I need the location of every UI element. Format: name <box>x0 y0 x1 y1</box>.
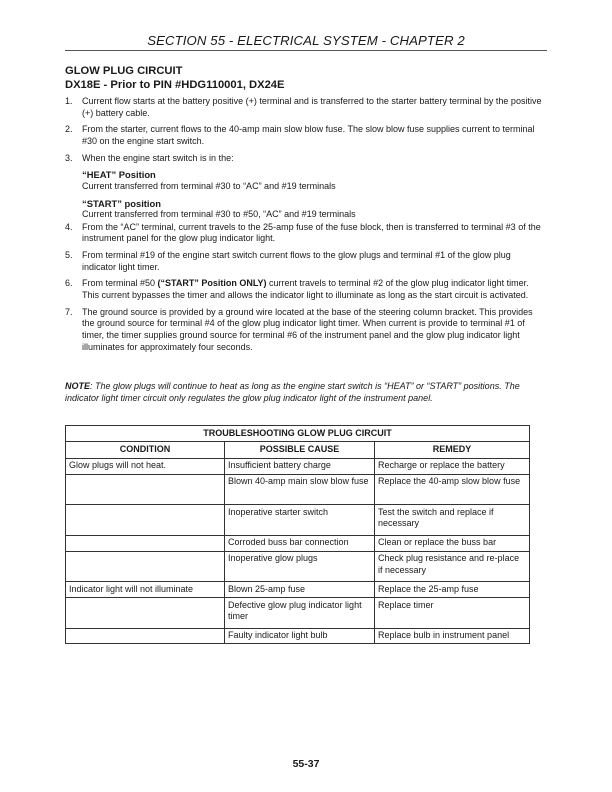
remedy-cell: Check plug resistance and re-place if necessary <box>375 551 530 582</box>
cause-cell: Blown 25-amp fuse <box>225 582 375 598</box>
condition-cell: Glow plugs will not heat. <box>66 458 225 474</box>
condition-cell <box>66 628 225 644</box>
step-item <box>65 307 547 353</box>
remedy-cell: Replace timer <box>375 598 530 629</box>
heading-title: GLOW PLUG CIRCUIT <box>65 65 183 77</box>
remedy-cell: Replace the 40-amp slow blow fuse <box>375 474 530 505</box>
cause-cell: Corroded buss bar connection <box>225 535 375 551</box>
step-text-bold: (“START” Position ONLY) <box>157 278 267 289</box>
cause-cell: Inoperative starter switch <box>225 505 375 536</box>
section-heading <box>65 65 285 92</box>
heat-position-text: Current transferred from terminal #30 to “AC” and #19 terminals <box>82 180 336 191</box>
cause-cell: Faulty indicator light bulb <box>225 628 375 644</box>
cause-cell: Blown 40-amp main slow blow fuse <box>225 474 375 505</box>
step-text: When the engine start switch is in the: <box>82 152 234 163</box>
remedy-cell: Replace the 25-amp fuse <box>375 582 530 598</box>
table-row <box>66 551 530 582</box>
condition-cell <box>66 551 225 582</box>
step-number: 3. <box>65 152 73 163</box>
step-text: Current flow starts at the battery positive (+) terminal and is transferred to the starter battery terminal by the positive (+) battery cable. <box>82 96 542 118</box>
step-item <box>65 96 547 119</box>
heading-subtitle: DX18E - Prior to PIN #HDG110001, DX24E <box>65 78 285 91</box>
step-text: From the “AC” terminal, current travels to the 25-amp fuse of the fuse block, then is transferred to terminal #3 of the instrument panel for the glow plug indicator light. <box>82 221 541 244</box>
cause-cell: Inoperative glow plugs <box>225 551 375 582</box>
step-text: From terminal #19 of the engine start switch current flows to the glow plugs and terminal #1 of the glow plug indicator light timer. <box>82 250 511 272</box>
start-position-title: “START” position <box>82 197 161 209</box>
condition-cell <box>66 505 225 536</box>
step-item <box>65 124 547 147</box>
column-header-cause: POSSIBLE CAUSE <box>225 442 375 458</box>
step-text-before: From terminal #50 <box>82 278 158 289</box>
step-number: 5. <box>65 250 73 261</box>
table-title: TROUBLESHOOTING GLOW PLUG CIRCUIT <box>66 426 530 442</box>
step-item <box>65 222 547 245</box>
remedy-cell: Replace bulb in instrument panel <box>375 628 530 644</box>
table-row <box>66 535 530 551</box>
heat-position-title: “HEAT” Position <box>82 169 156 181</box>
cause-cell: Insufficient battery charge <box>225 458 375 474</box>
note <box>65 381 547 404</box>
remedy-cell: Clean or replace the buss bar <box>375 535 530 551</box>
table-row <box>66 582 530 598</box>
step-number: 6. <box>65 278 73 289</box>
step-text: From the starter, current flows to the 40-amp main slow blow fuse. The slow blow fuse supplies current to terminal #30 on the engine start switch. <box>82 124 535 146</box>
step-item <box>65 250 547 273</box>
troubleshooting-table <box>65 425 530 644</box>
condition-cell <box>66 598 225 629</box>
table-row <box>66 598 530 629</box>
step-number: 2. <box>65 124 73 135</box>
remedy-cell: Recharge or replace the battery <box>375 458 530 474</box>
step-number: 4. <box>65 221 73 232</box>
step-item <box>65 278 547 301</box>
procedure-steps <box>65 96 547 358</box>
running-header: SECTION 55 - ELECTRICAL SYSTEM - CHAPTER 2 <box>147 33 465 48</box>
header-rule <box>65 50 547 51</box>
step-number: 1. <box>65 96 73 106</box>
page-number: 55-37 <box>292 758 320 770</box>
start-position-text: Current transferred from terminal #30 to #50, “AC” and #19 terminals <box>82 209 356 220</box>
condition-cell <box>66 474 225 505</box>
note-label: NOTE <box>65 381 91 391</box>
cause-cell: Defective glow plug indicator light timer <box>225 598 375 629</box>
table-row <box>66 474 530 505</box>
condition-cell <box>66 535 225 551</box>
table-row <box>66 505 530 536</box>
column-header-condition: CONDITION <box>66 442 225 458</box>
step-number: 7. <box>65 306 73 317</box>
step-item <box>65 153 547 221</box>
table-row <box>66 458 530 474</box>
column-header-remedy: REMEDY <box>375 442 530 458</box>
note-text: : The glow plugs will continue to heat as long as the engine start switch is “HEAT” or “START” positions. The indicator light timer circuit only regulates the glow plug indicator light of the instrument panel. <box>65 381 520 403</box>
condition-cell: Indicator light will not illuminate <box>66 582 225 598</box>
remedy-cell: Test the switch and replace if necessary <box>375 505 530 536</box>
step-text-after: current travels to terminal #2 of the glow plug indicator light timer. This current bypasses the timer and allows the indicator light to illuminate as long as the start circuit is activated. <box>82 278 529 301</box>
table-row <box>66 628 530 644</box>
step-text: The ground source is provided by a ground wire located at the base of the steering column bracket. This provides the ground source for terminal #4 of the glow plug indicator light timer. When current is provide to terminal #1 of timer, the timer supplies ground source for terminal #6 of the instrument panel and the glow plug indicator light illuminates for approximately four seconds. <box>82 306 533 352</box>
